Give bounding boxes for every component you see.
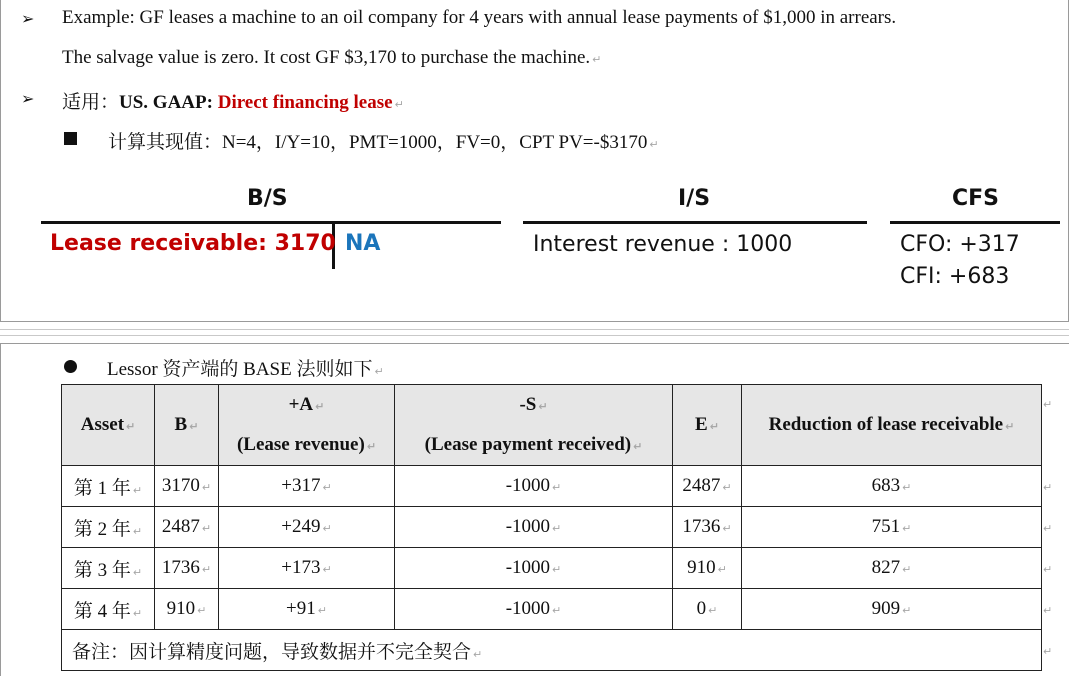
is-t-line [523, 221, 867, 224]
cell-year: 第 3 年 ↵ [62, 548, 155, 589]
interest-revenue: Interest revenue : 1000 [533, 232, 793, 257]
lease-receivable: Lease receivable: 3170 [50, 231, 336, 256]
table-note-row [62, 630, 1042, 671]
calc-line [108, 127, 659, 154]
header-reduction: Reduction of lease receivable ↵ [742, 385, 1042, 466]
cell-b: 2487 ↵ [155, 507, 219, 548]
lease-type: Direct financing lease [217, 92, 393, 113]
cfs-t-line [890, 221, 1060, 224]
page-separator [0, 329, 1069, 330]
cell-e: 0 ↵ [673, 589, 742, 630]
page-separator [0, 335, 1069, 336]
base-heading-text: Lessor 资产端的 BASE 法则如下 [107, 359, 373, 380]
cell-reduction: 683 ↵ [742, 466, 1042, 507]
paragraph-mark-icon: ↵ [1043, 398, 1053, 411]
cfi-line: CFI: +683 [900, 264, 1010, 289]
cell-reduction: 751 ↵ [742, 507, 1042, 548]
cell-year: 第 1 年 ↵ [62, 466, 155, 507]
cell-e: 1736 ↵ [673, 507, 742, 548]
cell-a: +249 ↵ [219, 507, 395, 548]
header-asset: Asset ↵ [62, 385, 155, 466]
cell-year: 第 4 年 ↵ [62, 589, 155, 630]
header-a: +A ↵ (Lease revenue) ↵ [219, 385, 395, 466]
paragraph-mark-icon: ↵ [374, 365, 384, 378]
cfs-title: CFS [952, 186, 1000, 211]
calc-text: 计算其现值：N=4，I/Y=10，PMT=1000，FV=0，CPT PV=-$3170 [108, 132, 648, 153]
cell-a: +317 ↵ [219, 466, 395, 507]
base-heading [107, 354, 384, 381]
cell-reduction: 827 ↵ [742, 548, 1042, 589]
table-row [62, 589, 1042, 630]
cell-e: 2487 ↵ [673, 466, 742, 507]
cfo-line: CFO: +317 [900, 232, 1020, 257]
base-table [61, 384, 1042, 671]
paragraph-mark-icon: ↵ [592, 53, 602, 66]
paragraph-mark-icon: ↵ [394, 98, 404, 111]
table-note: 备注：因计算精度问题，导致数据并不完全契合 ↵ [62, 630, 1042, 671]
round-bullet-icon [64, 360, 77, 373]
apply-prefix: 适用： [62, 92, 120, 113]
example-line-1 [62, 7, 896, 29]
paragraph-mark-icon: ↵ [649, 138, 659, 151]
example-text-2: The salvage value is zero. It cost GF $3,170 to purchase the machine. [62, 47, 591, 68]
cell-s: -1000 ↵ [395, 507, 673, 548]
cell-a: +91 ↵ [219, 589, 395, 630]
table-header-row [62, 385, 1042, 466]
cell-a: +173 ↵ [219, 548, 395, 589]
bs-t-line [41, 221, 501, 224]
bs-na: NA [345, 231, 381, 256]
table-row [62, 466, 1042, 507]
arrow-bullet-icon: ➢ [21, 9, 35, 28]
apply-line [62, 87, 404, 114]
table-row [62, 548, 1042, 589]
header-e: E ↵ [673, 385, 742, 466]
cell-s: -1000 ↵ [395, 589, 673, 630]
paragraph-mark-icon: ↵ [1043, 604, 1053, 617]
paragraph-mark-icon: ↵ [1043, 481, 1053, 494]
is-title: I/S [678, 186, 711, 211]
bs-title: B/S [247, 186, 288, 211]
example-text-1: Example: GF leases a machine to an oil company for 4 years with annual lease payments of $1,000 in arrears. [62, 7, 897, 28]
apply-standard: US. GAAP: [119, 92, 218, 113]
header-s: -S ↵ (Lease payment received) ↵ [395, 385, 673, 466]
square-bullet-icon [64, 132, 77, 145]
header-b: B ↵ [155, 385, 219, 466]
cell-e: 910 ↵ [673, 548, 742, 589]
paragraph-mark-icon: ↵ [1043, 645, 1053, 658]
paragraph-mark-icon: ↵ [1043, 563, 1053, 576]
cell-b: 910 ↵ [155, 589, 219, 630]
arrow-bullet-icon: ➢ [21, 89, 35, 108]
cell-year: 第 2 年 ↵ [62, 507, 155, 548]
cell-s: -1000 ↵ [395, 466, 673, 507]
paragraph-mark-icon: ↵ [1043, 522, 1053, 535]
document-pane-top [0, 0, 1069, 322]
cell-b: 1736 ↵ [155, 548, 219, 589]
cell-s: -1000 ↵ [395, 548, 673, 589]
example-line-2 [62, 47, 601, 69]
cell-reduction: 909 ↵ [742, 589, 1042, 630]
cell-b: 3170 ↵ [155, 466, 219, 507]
table-row [62, 507, 1042, 548]
